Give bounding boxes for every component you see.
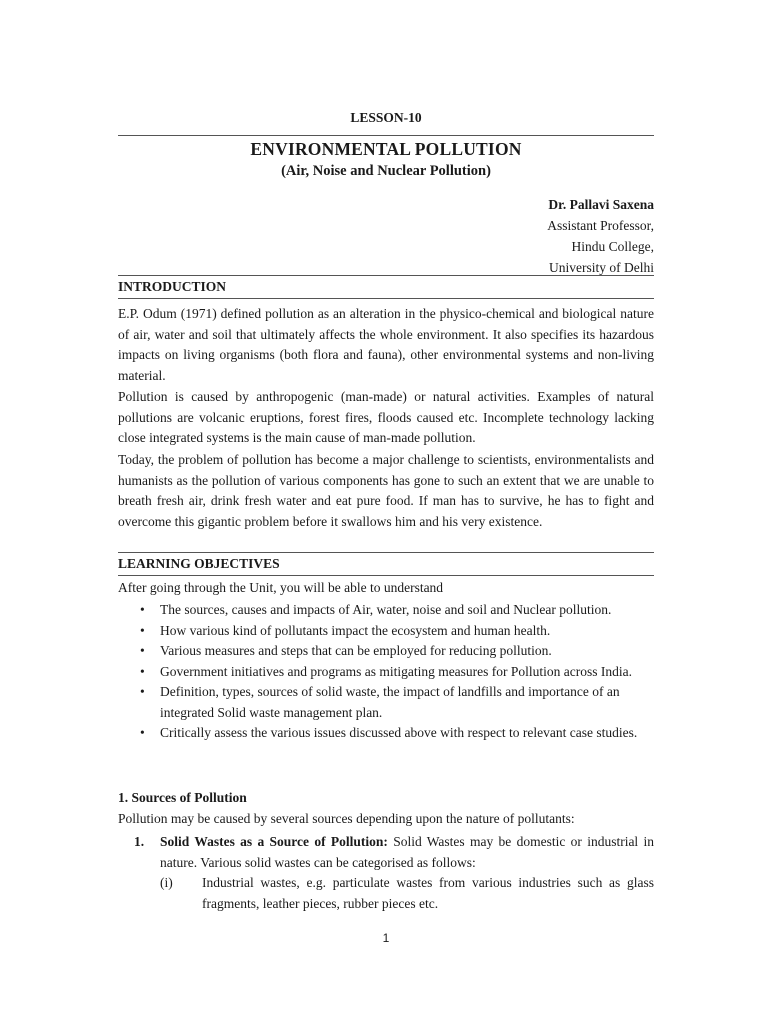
- intro-paragraph: E.P. Odum (1971) defined pollution as an alteration in the physico-chemical and biological nature of air, water and soil that ultimately affects the whole environment. It also specifies its hazardous impacts on living organisms (both flora and fauna), other environmental systems and non-living material.: [118, 306, 654, 383]
- bullet-icon: •: [140, 684, 145, 699]
- subsection-intro: Pollution may be caused by several sources depending upon the nature of pollutants:: [118, 811, 575, 826]
- divider: [118, 275, 654, 276]
- list-item: • Definition, types, sources of solid waste, the impact of landfills and importance of an integrated Solid waste management plan.: [140, 684, 620, 720]
- bullet-icon: •: [140, 663, 145, 679]
- item-number: 1.: [134, 834, 145, 849]
- list-item: • Critically assess the various issues discussed above with respect to relevant case studies.: [118, 723, 654, 744]
- divider: [118, 552, 654, 553]
- objectives-list: [118, 600, 654, 744]
- objectives-intro: After going through the Unit, you will be able to understand: [118, 580, 444, 595]
- author-university: University of Delhi: [549, 260, 654, 275]
- bullet-icon: •: [140, 602, 145, 617]
- author-position: Assistant Professor,: [547, 218, 654, 233]
- divider: [118, 135, 654, 136]
- list-item: • How various kind of pollutants impact the ecosystem and human health.: [118, 621, 654, 642]
- list-item: • Government initiatives and programs as mitigating measures for Pollution across India.: [118, 662, 654, 683]
- bullet-icon: •: [140, 643, 145, 658]
- page-title: ENVIRONMENTAL POLLUTION: [250, 139, 522, 159]
- list-item: • The sources, causes and impacts of Air, water, noise and soil and Nuclear pollution.: [118, 600, 654, 621]
- lesson-label: LESSON-10: [350, 110, 422, 125]
- author-name: Dr. Pallavi Saxena: [548, 197, 654, 212]
- numbered-item: [118, 832, 654, 873]
- page-number: 1: [382, 931, 390, 945]
- sub-item-number: (i): [160, 875, 173, 890]
- item-title: Solid Wastes as a Source of Pollution:: [160, 834, 388, 849]
- list-item: • Various measures and steps that can be employed for reducing pollution.: [118, 641, 654, 662]
- page-subtitle: (Air, Noise and Nuclear Pollution): [281, 163, 491, 179]
- section-heading-introduction: INTRODUCTION: [118, 279, 227, 294]
- sub-item-text: Industrial wastes, e.g. particulate wastes from various industries such as glass fragments, leather pieces, rubber pieces etc.: [202, 875, 654, 911]
- bullet-icon: •: [140, 725, 145, 740]
- author-college: Hindu College,: [571, 239, 654, 254]
- sub-item: [118, 873, 654, 914]
- subsection-heading: 1. Sources of Pollution: [118, 790, 247, 805]
- bullet-icon: •: [140, 622, 145, 638]
- section-heading-objectives: LEARNING OBJECTIVES: [118, 556, 280, 571]
- intro-paragraph: Today, the problem of pollution has become a major challenge to scientists, environmentalists and humanists as the pollution of various components has gone to such an extent that we are unable to breath fresh air, drink fresh water and eat pure food. If man has to survive, he has to fight and overcome this gigantic problem before it swallows him and his very existence.: [118, 452, 654, 529]
- divider: [118, 575, 654, 576]
- author-block: [547, 194, 654, 278]
- divider: [118, 298, 654, 299]
- intro-paragraph: Pollution is caused by anthropogenic (man-made) or natural activities. Examples of natural pollutions are volcanic eruptions, forest fires, floods caused etc. Incomplete technology lacking close integrated systems is the main cause of man-made pollution.: [118, 389, 654, 445]
- item-text: Solid Wastes may be domestic or industrial in nature. Various solid wastes can be categorised as follows:: [160, 834, 654, 870]
